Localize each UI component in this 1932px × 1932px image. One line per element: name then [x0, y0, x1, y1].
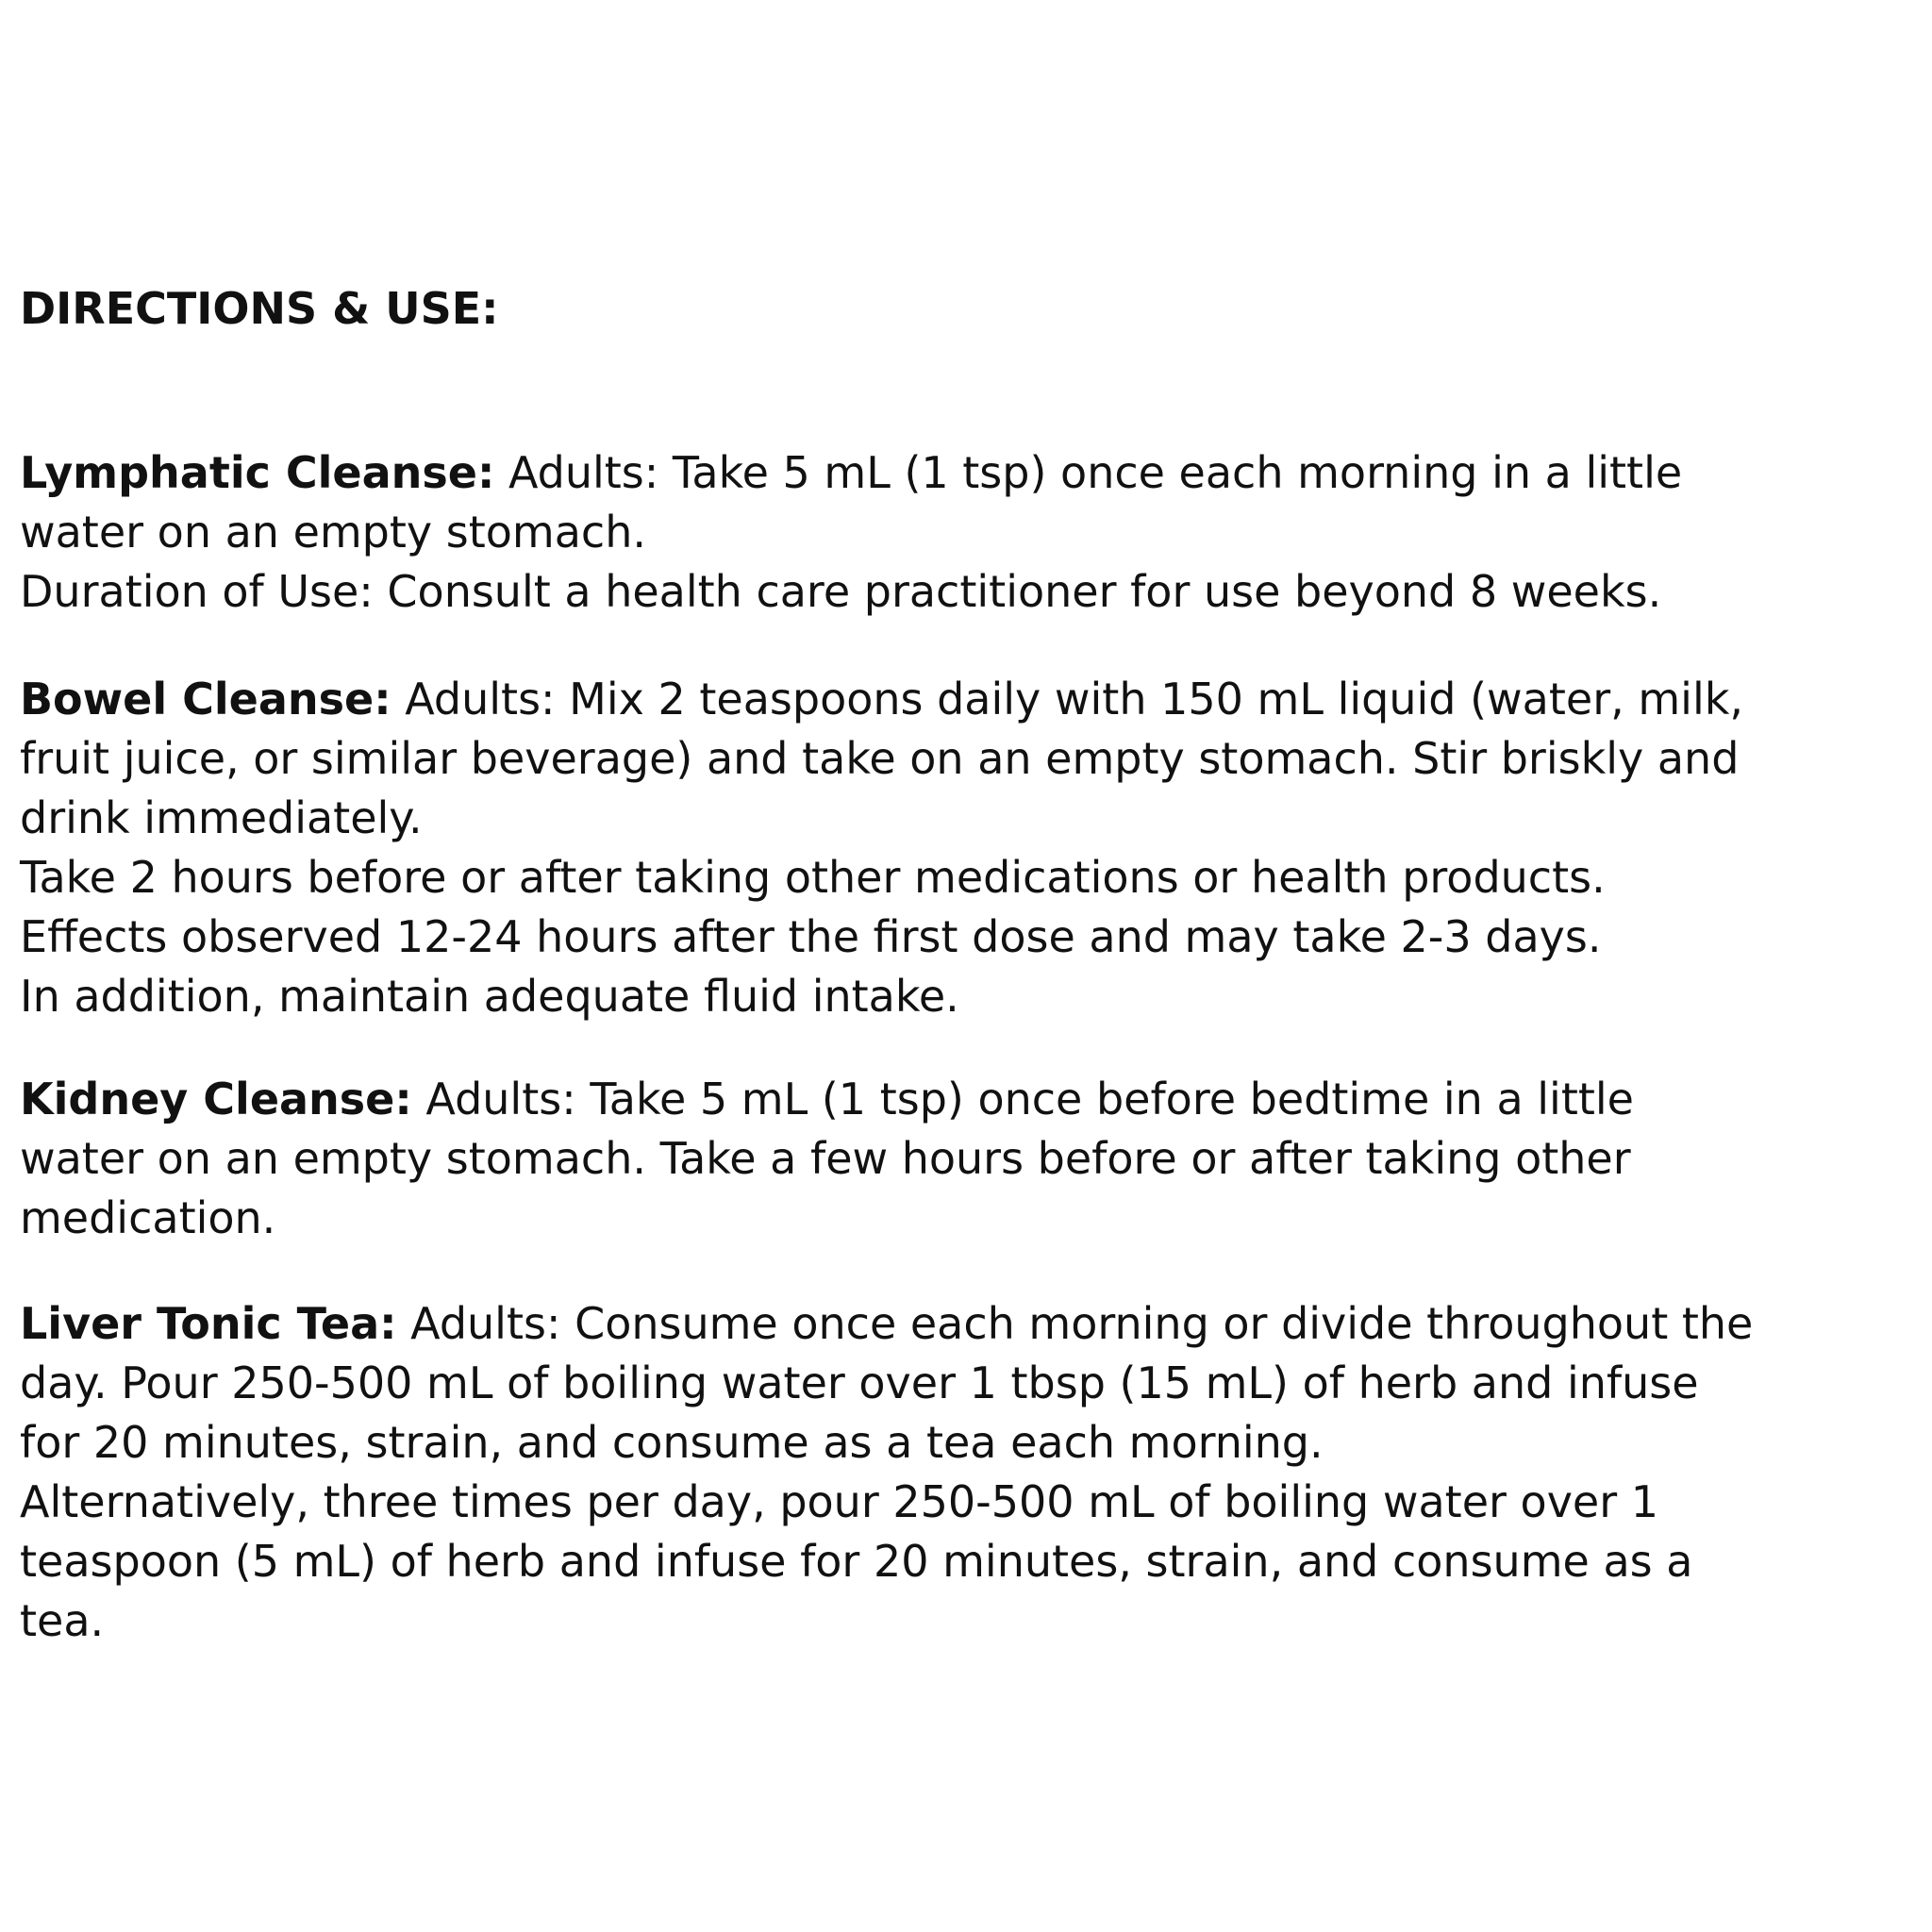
bowel-cleanse-label: Bowel Cleanse:	[20, 674, 391, 724]
kidney-cleanse-label: Kidney Cleanse:	[20, 1074, 412, 1124]
kidney-cleanse-text: Adults: Take 5 mL (1 tsp) once before bedtime in a little	[411, 1074, 1634, 1124]
kidney-cleanse-line: medication.	[20, 1192, 276, 1243]
liver-tonic-tea-line	[20, 1294, 1916, 1354]
liver-tonic-tea-label: Liver Tonic Tea:	[20, 1298, 397, 1349]
liver-tonic-tea-text: Adults: Consume once each morning or divide throughout the	[396, 1298, 1754, 1349]
bowel-cleanse-text: Adults: Mix 2 teaspoons daily with 150 mL liquid (water, milk,	[391, 674, 1743, 724]
lymphatic-cleanse-line	[20, 443, 1916, 503]
lymphatic-cleanse-line: water on an empty stomach.	[20, 507, 646, 558]
bowel-cleanse-line: Take 2 hours before or after taking other medications or health products.	[20, 852, 1606, 903]
kidney-cleanse-section	[20, 1070, 1916, 1248]
bowel-cleanse-line: Effects observed 12-24 hours after the first dose and may take 2-3 days.	[20, 911, 1602, 962]
bowel-cleanse-line	[20, 670, 1916, 729]
liver-tonic-tea-section	[20, 1294, 1916, 1651]
lymphatic-cleanse-section	[20, 443, 1916, 622]
liver-tonic-tea-line: for 20 minutes, strain, and consume as a tea each morning.	[20, 1417, 1324, 1468]
bowel-cleanse-line: In addition, maintain adequate fluid intake.	[20, 971, 959, 1022]
liver-tonic-tea-line: day. Pour 250-500 mL of boiling water over 1 tbsp (15 mL) of herb and infuse	[20, 1357, 1699, 1408]
lymphatic-cleanse-label: Lymphatic Cleanse:	[20, 447, 495, 498]
bowel-cleanse-line: fruit juice, or similar beverage) and take on an empty stomach. Stir briskly and	[20, 733, 1740, 784]
kidney-cleanse-line: water on an empty stomach. Take a few hours before or after taking other	[20, 1133, 1631, 1184]
lymphatic-duration-line: Duration of Use: Consult a health care practitioner for use beyond 8 weeks.	[20, 566, 1662, 617]
bowel-cleanse-line: drink immediately.	[20, 792, 423, 843]
liver-tonic-tea-line: teaspoon (5 mL) of herb and infuse for 20 minutes, strain, and consume as a	[20, 1536, 1693, 1587]
liver-tonic-tea-line: Alternatively, three times per day, pour 250-500 mL of boiling water over 1	[20, 1476, 1659, 1527]
bowel-cleanse-section	[20, 670, 1916, 1026]
directions-heading: DIRECTIONS & USE:	[20, 283, 499, 334]
kidney-cleanse-line	[20, 1070, 1916, 1129]
lymphatic-cleanse-text: Adults: Take 5 mL (1 tsp) once each morning in a little	[494, 447, 1683, 498]
liver-tonic-tea-line: tea.	[20, 1595, 105, 1646]
